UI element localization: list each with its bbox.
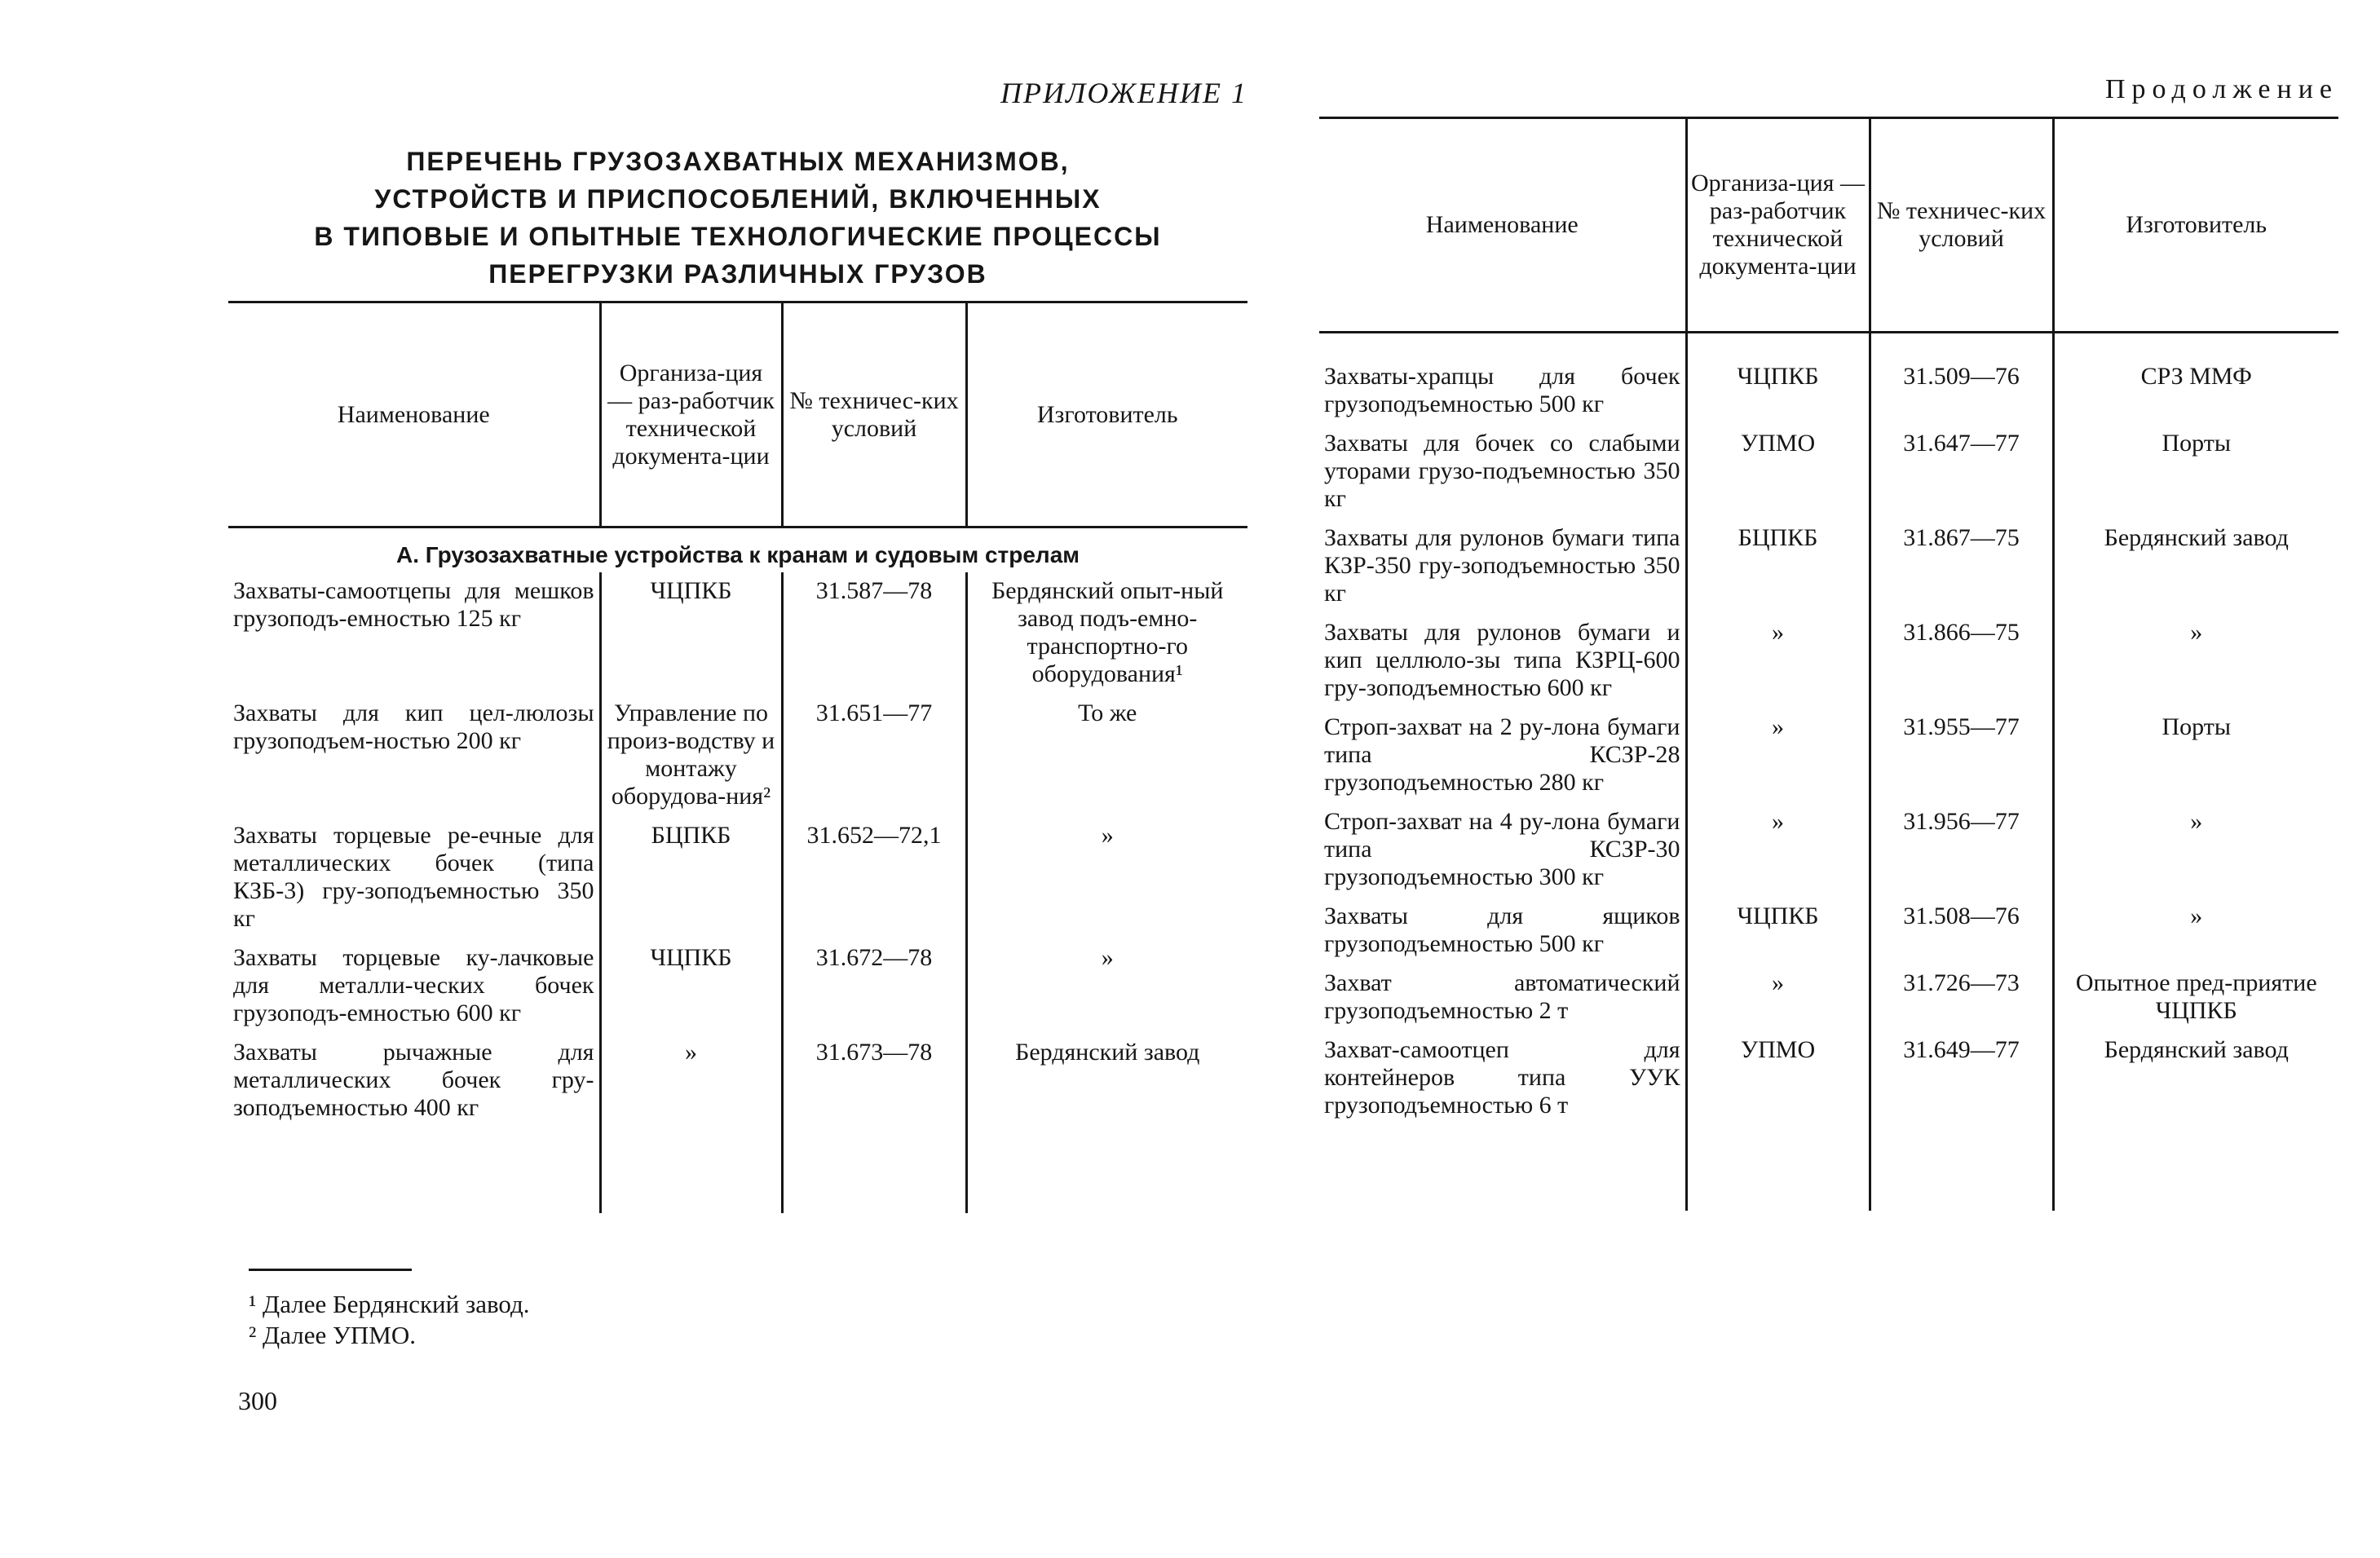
cell-tu: 31.652—72,1 [782, 817, 966, 939]
table-row [1319, 614, 2338, 708]
cell-org: » [1686, 614, 1870, 708]
cell-maker: » [966, 939, 1247, 1034]
cell-org: » [600, 1034, 782, 1128]
cell-org: » [1686, 803, 1870, 898]
cell-name: Строп-захват на 2 ру-лона бумаги типа КСЗР-28 грузоподъемностью 280 кг [1324, 713, 1680, 796]
cell-org: БЦПКБ [1686, 519, 1870, 614]
cell-name: Захваты торцевые ре-ечные для металлических бочек (типа КЗБ-3) гру-зоподъемностью 350 кг [233, 822, 594, 932]
right-equipment-table [1319, 117, 2338, 1211]
cell-maker: Опытное пред-приятие ЧЦПКБ [2053, 964, 2338, 1031]
footnote-rule [249, 1269, 412, 1271]
cell-tu: 31.726—73 [1870, 964, 2053, 1031]
footnote: ¹ Далее Бердянский завод. [249, 1290, 530, 1318]
cell-maker: Бердянский опыт-ный завод подъ-емно-транспортно-го оборудования¹ [966, 572, 1247, 695]
cell-name: Захваты для ящиков грузоподъемностью 500 кг [1324, 903, 1680, 957]
cell-name: Захваты для кип цел-люлозы грузоподъем-ностью 200 кг [233, 700, 594, 754]
cell-tu: 31.509—76 [1870, 333, 2053, 426]
table-row [1319, 898, 2338, 964]
header-maker: Изготовитель [966, 302, 1247, 527]
cell-maker: » [966, 817, 1247, 939]
cell-org: УПМО [1686, 1031, 1870, 1126]
cell-tu: 31.647—77 [1870, 425, 2053, 519]
header-name: Наименование [1319, 118, 1686, 333]
cell-name: Захват автоматический грузоподъемностью 2 т [1324, 969, 1680, 1024]
cell-name: Строп-захват на 4 ру-лона бумаги типа КСЗР-30 грузоподъемностью 300 кг [1324, 808, 1680, 890]
cell-org: УПМО [1686, 425, 1870, 519]
table-row [1319, 425, 2338, 519]
cell-name: Захваты-самоотцепы для мешков грузоподъ-емностью 125 кг [233, 577, 594, 632]
cell-maker: СРЗ ММФ [2053, 333, 2338, 426]
table-row [228, 572, 1247, 695]
cell-tu: 31.508—76 [1870, 898, 2053, 964]
cell-maker: » [2053, 898, 2338, 964]
cell-maker: Бердянский завод [2053, 519, 2338, 614]
page-number: 300 [238, 1386, 277, 1415]
cell-name: Захват-самоотцеп для контейнеров типа УУК грузоподъемностью 6 т [1324, 1036, 1680, 1119]
cell-tu: 31.672—78 [782, 939, 966, 1034]
table-row [1319, 708, 2338, 803]
title-line: В ТИПОВЫЕ И ОПЫТНЫЕ ТЕХНОЛОГИЧЕСКИЕ ПРОЦЕССЫ [314, 222, 1162, 251]
table-row [1319, 333, 2338, 426]
table-tail [228, 1128, 1247, 1213]
section-row [228, 527, 1247, 573]
cell-org: БЦПКБ [600, 817, 782, 939]
cell-tu: 31.955—77 [1870, 708, 2053, 803]
page-title [228, 143, 1247, 293]
continuation-label: Продолжение [2104, 74, 2338, 104]
table-row [1319, 1031, 2338, 1126]
cell-maker: » [2053, 803, 2338, 898]
cell-tu: 31.673—78 [782, 1034, 966, 1128]
footnote: ² Далее УПМО. [249, 1321, 416, 1349]
cell-org: » [1686, 708, 1870, 803]
title-line: ПЕРЕЧЕНЬ ГРУЗОЗАХВАТНЫХ МЕХАНИЗМОВ, [406, 147, 1070, 176]
cell-maker: » [2053, 614, 2338, 708]
cell-tu: 31.587—78 [782, 572, 966, 695]
cell-name: Захваты торцевые ку-лачковые для металли-ческих бочек грузоподъ-емностью 600 кг [233, 944, 594, 1026]
title-line: УСТРОЙСТВ И ПРИСПОСОБЛЕНИЙ, ВКЛЮЧЕННЫХ [374, 184, 1102, 214]
cell-org: ЧЦПКБ [600, 572, 782, 695]
table-tail [1319, 1126, 2338, 1211]
footnotes [249, 1269, 530, 1351]
table-row [228, 939, 1247, 1034]
cell-name: Захваты для рулонов бумаги и кип целлюло-зы типа КЗРЦ-600 гру-зоподъемностью 600 кг [1324, 619, 1680, 701]
cell-maker: Бердянский завод [966, 1034, 1247, 1128]
cell-tu: 31.956—77 [1870, 803, 2053, 898]
cell-org: ЧЦПКБ [1686, 333, 1870, 426]
cell-name: Захваты рычажные для металлических бочек гру-зоподъемностью 400 кг [233, 1039, 594, 1121]
cell-org: Управление по произ-водству и монтажу оборудова-ния² [600, 695, 782, 817]
header-row [1319, 118, 2338, 333]
cell-maker: То же [966, 695, 1247, 817]
appendix-label: ПРИЛОЖЕНИЕ 1 [1000, 77, 1247, 109]
section-title: А. Грузозахватные устройства к кранам и судовым стрелам [396, 542, 1080, 567]
left-equipment-table [228, 301, 1247, 1213]
cell-name: Захваты для бочек со слабыми уторами грузо-подъемностью 350 кг [1324, 430, 1680, 512]
cell-name: Захваты-храпцы для бочек грузоподъемностью 500 кг [1324, 363, 1680, 417]
cell-org: ЧЦПКБ [1686, 898, 1870, 964]
cell-name: Захваты для рулонов бумаги типа КЗР-350 гру-зоподъемностью 350 кг [1324, 524, 1680, 607]
title-line: ПЕРЕГРУЗКИ РАЗЛИЧНЫХ ГРУЗОВ [488, 259, 987, 289]
header-row [228, 302, 1247, 527]
cell-tu: 31.651—77 [782, 695, 966, 817]
table-row [228, 1034, 1247, 1128]
cell-tu: 31.866—75 [1870, 614, 2053, 708]
right-page [1319, 69, 2338, 1211]
header-org: Организа-ция — раз-работчик технической документа-ции [1686, 118, 1870, 333]
cell-maker: Порты [2053, 425, 2338, 519]
cell-org: ЧЦПКБ [600, 939, 782, 1034]
cell-maker: Бердянский завод [2053, 1031, 2338, 1126]
table-row [228, 695, 1247, 817]
header-org: Организа-ция — раз-работчик технической документа-ции [600, 302, 782, 527]
cell-tu: 31.867—75 [1870, 519, 2053, 614]
cell-tu: 31.649—77 [1870, 1031, 2053, 1126]
header-name: Наименование [228, 302, 600, 527]
table-row [1319, 964, 2338, 1031]
header-maker: Изготовитель [2053, 118, 2338, 333]
table-row [1319, 519, 2338, 614]
cell-maker: Порты [2053, 708, 2338, 803]
header-tu: № техничес-ких условий [782, 302, 966, 527]
table-row [228, 817, 1247, 939]
table-row [1319, 803, 2338, 898]
left-page [228, 69, 1247, 1213]
header-tu: № техничес-ких условий [1870, 118, 2053, 333]
cell-org: » [1686, 964, 1870, 1031]
